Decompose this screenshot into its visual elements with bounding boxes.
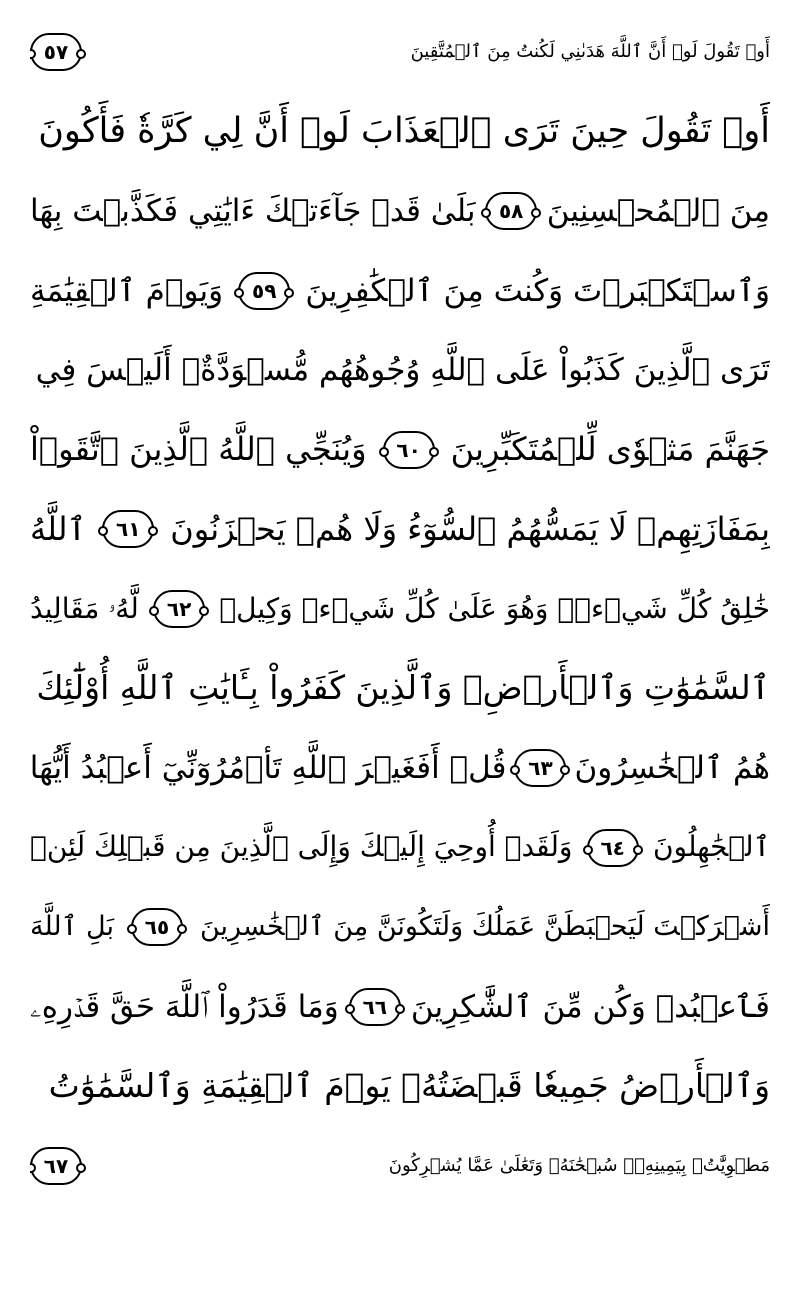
text-line [30,490,770,570]
verse-text: أَوۡ تَقُولَ لَوۡ أَنَّ ٱللَّهَ هَدَىٰنِي لَكُنتُ مِنَ ٱلۡمُتَّقِينَ [410,40,770,62]
verse-text: قُلۡ أَفَغَيۡرَ ٱللَّهِ تَأۡمُرُوٓنِّيٓ أَعۡبُدُ أَيُّهَا [30,750,507,787]
verse-text: وَيُنَجِّي ٱللَّهُ ٱلَّذِينَ ٱتَّقَوۡاْ [30,430,367,469]
verse-text: بَلِ ٱللَّهَ [30,911,115,943]
ayah-number-marker: ٥٩ [238,272,290,310]
ayah-number-marker: ٦٧ [30,1147,82,1185]
ayah-number-marker: ٦٥ [131,908,183,946]
text-line [30,888,770,968]
ayah-number-marker: ٦١ [102,510,154,548]
verse-text: مِنَ ٱلۡمُحۡسِنِينَ [546,192,770,229]
verse-text: وَٱلۡأَرۡضُ جَمِيعٗا قَبۡضَتُهُۥ يَوۡمَ ٱلۡقِيَٰمَةِ وَٱلسَّمَٰوَٰتُ [48,1066,770,1106]
verse-text: ٱللَّهُ [30,509,87,548]
verse-text: ٱلسَّمَٰوَٰتِ وَٱلۡأَرۡضِۗ وَٱلَّذِينَ كَفَرُواْ بِـَٔايَٰتِ ٱللَّهِ أُوْلَٰٓئِكَ [36,668,770,708]
verse-text: فَٱعۡبُدۡ وَكُن مِّنَ ٱلشَّٰكِرِينَ [410,988,770,1025]
text-line [30,728,770,808]
ayah-number-marker: ٥٧ [30,33,82,71]
verse-text: وَمَا قَدَرُواْ ٱللَّهَ حَقَّ قَدۡرِهِۦ [30,988,339,1025]
ayah-number-marker: ٦٢ [153,590,205,628]
text-line [30,171,770,251]
verse-text: أَشۡرَكۡتَ لَيَحۡبَطَنَّ عَمَلُكَ وَلَتَكُونَنَّ مِنَ ٱلۡخَٰسِرِينَ [199,911,770,943]
text-line [30,967,770,1047]
verse-text: جَهَنَّمَ مَثۡوٗى لِّلۡمُتَكَبِّرِينَ [450,430,770,469]
text-line [30,12,770,92]
verse-text: لَّهُۥ مَقَالِيدُ [30,591,139,625]
verse-text: أَوۡ تَقُولَ حِينَ تَرَى ٱلۡعَذَابَ لَوۡ أَنَّ لِي كَرَّةٗ فَأَكُونَ [38,111,770,152]
ayah-number-marker: ٥٨ [485,192,537,230]
verse-text: خَٰلِقُ كُلِّ شَيۡءٖۖ وَهُوَ عَلَىٰ كُلِّ شَيۡءٖ وَكِيلٞ [219,591,770,625]
verse-text: تَرَى ٱلَّذِينَ كَذَبُواْ عَلَى ٱللَّهِ وُجُوهُهُم مُّسۡوَدَّةٌۚ أَلَيۡسَ فِي [35,352,770,389]
verse-text: وَلَقَدۡ أُوحِيَ إِلَيۡكَ وَإِلَى ٱلَّذِينَ مِن قَبۡلِكَ لَئِنۡ [30,830,573,864]
verse-text: بِمَفَازَتِهِمۡ لَا يَمَسُّهُمُ ٱلسُّوٓءُ وَلَا هُمۡ يَحۡزَنُونَ [170,509,770,548]
text-line [30,1047,770,1127]
verse-text: هُمُ ٱلۡخَٰسِرُونَ [574,750,770,787]
ayah-number-marker: ٦٤ [587,829,639,867]
text-line [30,649,770,729]
text-line [30,569,770,649]
text-line [30,92,770,172]
verse-text: ٱلۡجَٰهِلُونَ [652,830,770,864]
verse-text: وَيَوۡمَ ٱلۡقِيَٰمَةِ [30,272,224,309]
text-line [30,330,770,410]
text-line [30,410,770,490]
text-line [30,808,770,888]
text-line [30,251,770,331]
ayah-number-marker: ٦٠ [383,431,435,469]
verse-text: مَطۡوِيَّٰتُۢ بِيَمِينِهِۦۚ سُبۡحَٰنَهُۥ وَتَعَٰلَىٰ عَمَّا يُشۡرِكُونَ [388,1155,770,1177]
ayah-number-marker: ٦٣ [514,749,566,787]
verse-text: وَٱسۡتَكۡبَرۡتَ وَكُنتَ مِنَ ٱلۡكَٰفِرِينَ [305,272,770,309]
ayah-number-marker: ٦٦ [349,988,401,1026]
text-line [30,1126,770,1206]
verse-text: بَلَىٰ قَدۡ جَآءَتۡكَ ءَايَٰتِي فَكَذَّبۡتَ بِهَا [30,192,476,229]
